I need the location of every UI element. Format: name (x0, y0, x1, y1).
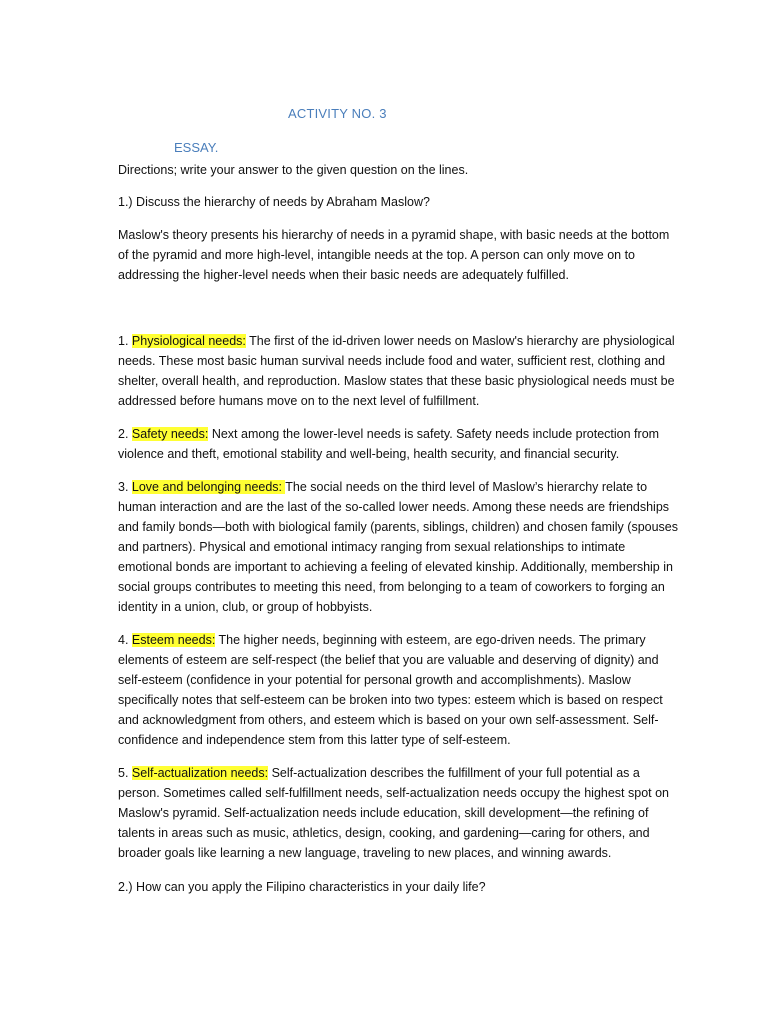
highlighted-term: Self-actualization needs: (131, 766, 269, 780)
item-text: The social needs on the third level of Maslow’s hierarchy relate to human interaction and are the last of the so-called lower needs. Among these needs are friendships and family bonds—both with biological family (parents, siblings, children) and chosen family (spouses and partners). Physical and emotional intimacy ranging from sexual relationships to intimate emotional bonds are important to achieving a feeling of elevated kinship. Additionally, membership in social groups contributes to meeting this need, from belonging to a team of coworkers to forging an identity in a union, club, or group of hobbyists. (118, 480, 678, 614)
need-item-physiological (118, 331, 678, 411)
question-1: 1.) Discuss the hierarchy of needs by Abraham Maslow? (118, 195, 430, 209)
item-number: 1. (118, 334, 132, 348)
highlighted-term: Safety needs: (131, 427, 209, 441)
question-2: 2.) How can you apply the Filipino characteristics in your daily life? (118, 880, 486, 894)
highlighted-term: Love and belonging needs: (131, 480, 286, 494)
item-number: 3. (118, 480, 132, 494)
highlighted-term: Esteem needs: (131, 633, 216, 647)
essay-subtitle: ESSAY. (174, 140, 219, 155)
item-number: 2. (118, 427, 132, 441)
need-item-esteem (118, 630, 678, 750)
item-text: The higher needs, beginning with esteem, are ego-driven needs. The primary elements of esteem are self-respect (the belief that you are valuable and deserving of dignity) and self-esteem (confidence in your potential for personal growth and accomplishments). Maslow specifically notes that self-esteem can be broken into two types: esteem which is based on respect and acknowledgment from others, and esteem which is based on your own self-assessment. Self-confidence and independence stem from this latter type of self-esteem. (118, 633, 663, 747)
need-item-safety (118, 424, 678, 464)
intro-paragraph: Maslow's theory presents his hierarchy of needs in a pyramid shape, with basic needs at the bottom of the pyramid and more high-level, intangible needs at the top. A person can only move on to addressing the higher-level needs when their basic needs are adequately fulfilled. (118, 228, 670, 282)
item-text: The first of the id-driven lower needs on Maslow's hierarchy are physiological needs. These most basic human survival needs include food and water, sufficient rest, clothing and shelter, overall health, and reproduction. Maslow states that these basic physiological needs must be addressed before humans move on to the next level of fulfillment. (118, 334, 675, 408)
need-item-love-belonging (118, 477, 678, 617)
item-text: Next among the lower-level needs is safety. Safety needs include protection from violence and theft, emotional stability and well-being, health security, and financial security. (118, 427, 660, 461)
activity-title: ACTIVITY NO. 3 (288, 106, 387, 121)
highlighted-term: Physiological needs: (131, 334, 246, 348)
item-text: Self-actualization describes the fulfillment of your full potential as a person. Sometimes called self-fulfillment needs, self-actualization needs occupy the highest spot on Maslow's pyramid. Self-actualization needs include education, skill development—the refining of talents in areas such as music, athletics, design, cooking, and gardening—caring for others, and broader goals like learning a new language, traveling to new places, and winning awards. (118, 766, 669, 860)
need-item-self-actualization (118, 763, 678, 863)
item-number: 5. (118, 766, 132, 780)
item-number: 4. (118, 633, 132, 647)
directions-text: Directions; write your answer to the given question on the lines. (118, 163, 469, 177)
